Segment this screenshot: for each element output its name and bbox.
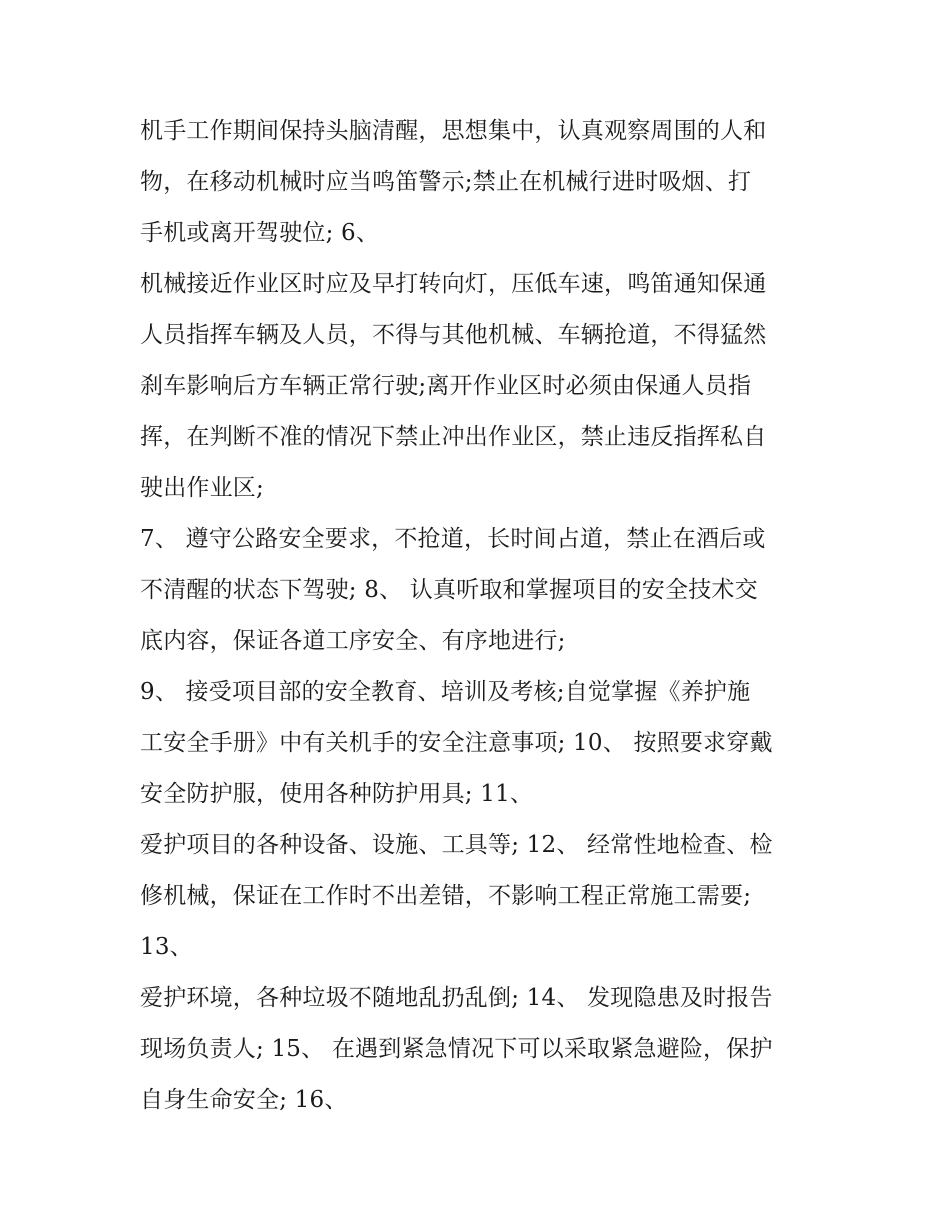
text-line: 自身生命安全; 16、 — [140, 1087, 348, 1113]
text-line: 爱护环境，各种垃圾不随地乱扔乱倒; 14、 发现隐患及时报告 — [140, 985, 773, 1011]
text-line: 机手工作期间保持头脑清醒，思想集中，认真观察周围的人和 — [140, 118, 767, 144]
document-body — [140, 106, 820, 1126]
text-line: 工安全手册》中有关机手的安全注意事项; 10、 按照要求穿戴 — [140, 730, 773, 756]
text-line: 安全防护服，使用各种防护用具; 11、 — [140, 781, 534, 807]
text-line: 手机或离开驾驶位; 6、 — [140, 220, 380, 246]
text-line: 底内容，保证各道工序安全、有序地进行; — [140, 628, 566, 654]
text-line: 驶出作业区; — [140, 475, 264, 501]
text-line: 挥，在判断不准的情况下禁止冲出作业区，禁止违反指挥私自 — [140, 424, 767, 450]
text-line: 爱护项目的各种设备、设施、工具等; 12、 经常性地检查、检 — [140, 832, 773, 858]
text-line: 机械接近作业区时应及早打转向灯，压低车速，鸣笛通知保通 — [140, 271, 767, 297]
text-line: 刹车影响后方车辆正常行驶;离开作业区时必须由保通人员指 — [140, 373, 752, 399]
text-line: 7、 遵守公路安全要求，不抢道，长时间占道，禁止在酒后或 — [140, 526, 766, 552]
text-line: 13、 — [140, 934, 193, 960]
text-line: 人员指挥车辆及人员，不得与其他机械、车辆抢道，不得猛然 — [140, 322, 767, 348]
text-line: 9、 接受项目部的安全教育、培训及考核;自觉掌握《养护施 — [140, 679, 751, 705]
text-line: 现场负责人; 15、 在遇到紧急情况下可以采取紧急避险，保护 — [140, 1036, 773, 1062]
text-line: 物，在移动机械时应当鸣笛警示;禁止在机械行进时吸烟、打 — [140, 169, 752, 195]
text-line: 不清醒的状态下驾驶; 8、 认真听取和掌握项目的安全技术交 — [140, 577, 758, 603]
text-line: 修机械，保证在工作时不出差错，不影响工程正常施工需要; — [140, 883, 752, 909]
